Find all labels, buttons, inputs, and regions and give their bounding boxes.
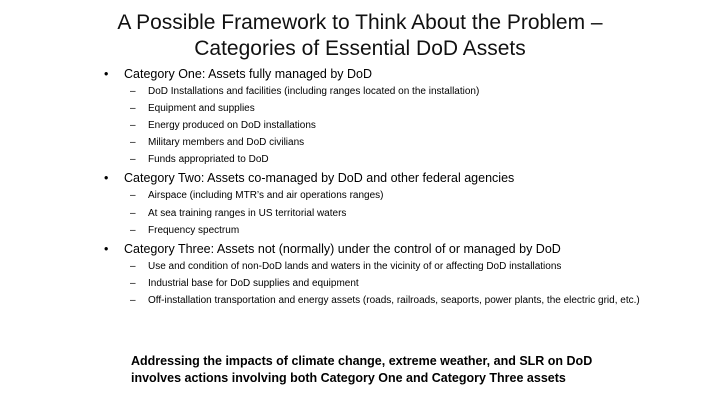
dash-icon: –	[130, 154, 136, 166]
list-item	[104, 277, 704, 290]
list-item-text: Airspace (including MTR’s and air operations ranges)	[148, 190, 384, 202]
dash-icon: –	[130, 294, 136, 306]
list-item-text: DoD Installations and facilities (including ranges located on the installation)	[148, 86, 480, 97]
dash-icon: –	[130, 86, 136, 97]
category-three	[104, 241, 704, 258]
category-one-items	[104, 85, 704, 167]
dash-icon: –	[130, 277, 136, 289]
list-item-text: Equipment and supplies	[148, 103, 255, 115]
dash-icon: –	[130, 224, 136, 236]
dash-icon: –	[130, 207, 136, 219]
list-item	[104, 294, 704, 307]
dash-icon: –	[130, 190, 136, 202]
dash-icon: –	[130, 103, 136, 115]
category-two	[104, 170, 704, 187]
slide-body	[104, 66, 704, 311]
category-two-items	[104, 189, 704, 236]
category-one	[104, 66, 704, 83]
slide-title-line-2: Categories of Essential DoD Assets	[194, 37, 526, 60]
summary-note-line-2: involves actions involving both Category One and Category Three assets	[131, 371, 566, 385]
dash-icon: –	[130, 137, 136, 149]
list-item-text: Military members and DoD civilians	[148, 137, 305, 149]
list-item-text: Frequency spectrum	[148, 224, 240, 236]
list-item	[104, 136, 704, 149]
slide-title	[0, 10, 720, 62]
bullet-icon: •	[104, 241, 109, 256]
bullet-icon: •	[104, 67, 109, 81]
dash-icon: –	[130, 260, 136, 272]
list-item-text: Energy produced on DoD installations	[148, 120, 316, 132]
summary-note	[131, 353, 691, 387]
list-item	[104, 119, 704, 132]
summary-note-line-1: Addressing the impacts of climate change, extreme weather, and SLR on DoD	[131, 354, 593, 368]
dash-icon: –	[130, 120, 136, 132]
list-item	[104, 260, 704, 273]
list-item	[104, 153, 704, 166]
list-item	[104, 102, 704, 115]
category-label: Category Two: Assets co-managed by DoD and other federal agencies	[124, 171, 515, 186]
list-item-text: At sea training ranges in US territorial waters	[148, 207, 347, 219]
list-item	[104, 207, 704, 220]
list-item-text: Funds appropriated to DoD	[148, 154, 269, 166]
list-item-text: Industrial base for DoD supplies and equipment	[148, 277, 359, 289]
list-item	[104, 224, 704, 237]
list-item-text: Use and condition of non-DoD lands and waters in the vicinity of or affecting DoD installations	[148, 260, 562, 272]
slide-title-line-1: A Possible Framework to Think About the Problem –	[117, 11, 603, 34]
list-item	[104, 85, 704, 98]
category-label: Category One: Assets fully managed by DoD	[124, 67, 373, 81]
category-three-items	[104, 260, 704, 307]
list-item	[104, 189, 704, 202]
bullet-icon: •	[104, 171, 109, 186]
category-label: Category Three: Assets not (normally) under the control of or managed by DoD	[124, 241, 561, 256]
list-item-text: Off-installation transportation and energy assets (roads, railroads, seaports, power plants, the electric grid, etc.)	[148, 294, 640, 306]
